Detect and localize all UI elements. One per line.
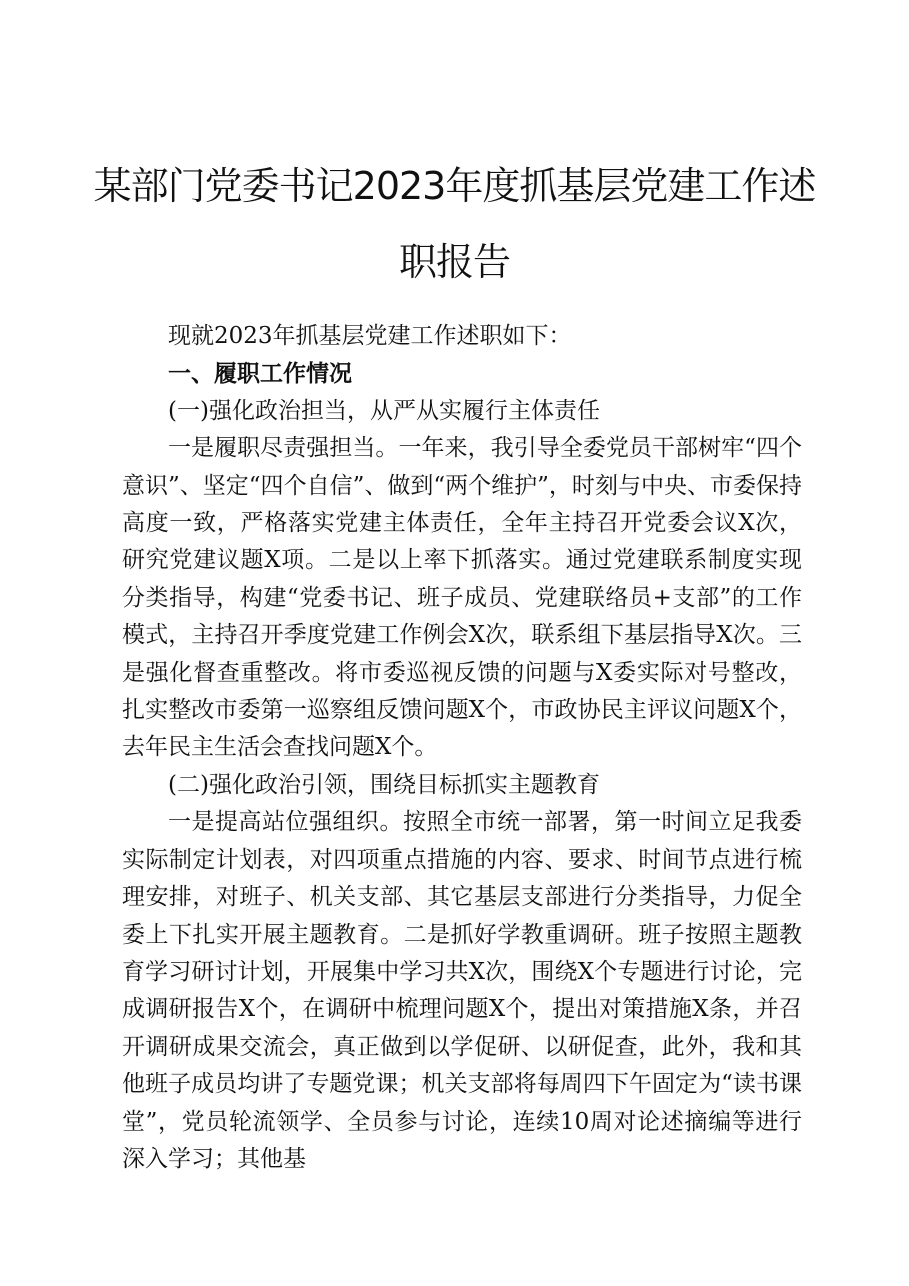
- subsection-heading-1: (一)强化政治担当，从严从实履行主体责任: [168, 397, 600, 424]
- subsection-1-paragraph: 一是履职尽责强担当。一年来，我引导全委党员干部树牢“四个意识”、坚定“四个自信”、做到“两个维护”，时刻与中央、市委保持高度一致，严格落实党建主体责任，全年主持召开党委会议X次，研究党建议题X项。二是以上率下抓落实。通过党建联系制度实现分类指导，构建“党委书记、班子成员、党建联络员+支部”的工作模式，主持召开季度党建工作例会X次，联系组下基层指导X次。三是强化督查重整改。将市委巡视反馈的问题与X委实际对号整改，扎实整改市委第一巡察组反馈问题X个，市政协民主评议问题X个，去年民主生活会查找问题X个。: [122, 435, 802, 761]
- subsection-2-paragraph: 一是提高站位强组织。按照全市统一部署，第一时间立足我委实际制定计划表，对四项重点措施的内容、要求、时间节点进行梳理安排，对班子、机关支部、其它基层支部进行分类指导，力促全委上下扎实开展主题教育。二是抓好学教重调研。班子按照主题教育学习研讨计划，开展集中学习共X次，围绕X个专题进行讨论，完成调研报告X个，在调研中梳理问题X个，提出对策措施X条，并召开调研成果交流会，真正做到以学促研、以研促查，此外，我和其他班子成员均讲了专题党课；机关支部将每周四下午固定为“读书课堂”，党员轮流领学、全员参与讨论，连续10周对论述摘编等进行深入学习；其他基: [122, 809, 802, 1172]
- section-heading-1: 一、履职工作情况: [168, 360, 352, 388]
- document-body: [122, 318, 802, 1178]
- title-line-1: 某部门党委书记2023年度抓基层党建工作述: [93, 164, 816, 208]
- intro-paragraph: 现就2023年抓基层党建工作述职如下：: [168, 323, 572, 349]
- document-title: [80, 148, 829, 300]
- title-line-2: 职报告: [398, 240, 510, 284]
- subsection-heading-2: (二)强化政治引领，围绕目标抓实主题教育: [168, 771, 600, 798]
